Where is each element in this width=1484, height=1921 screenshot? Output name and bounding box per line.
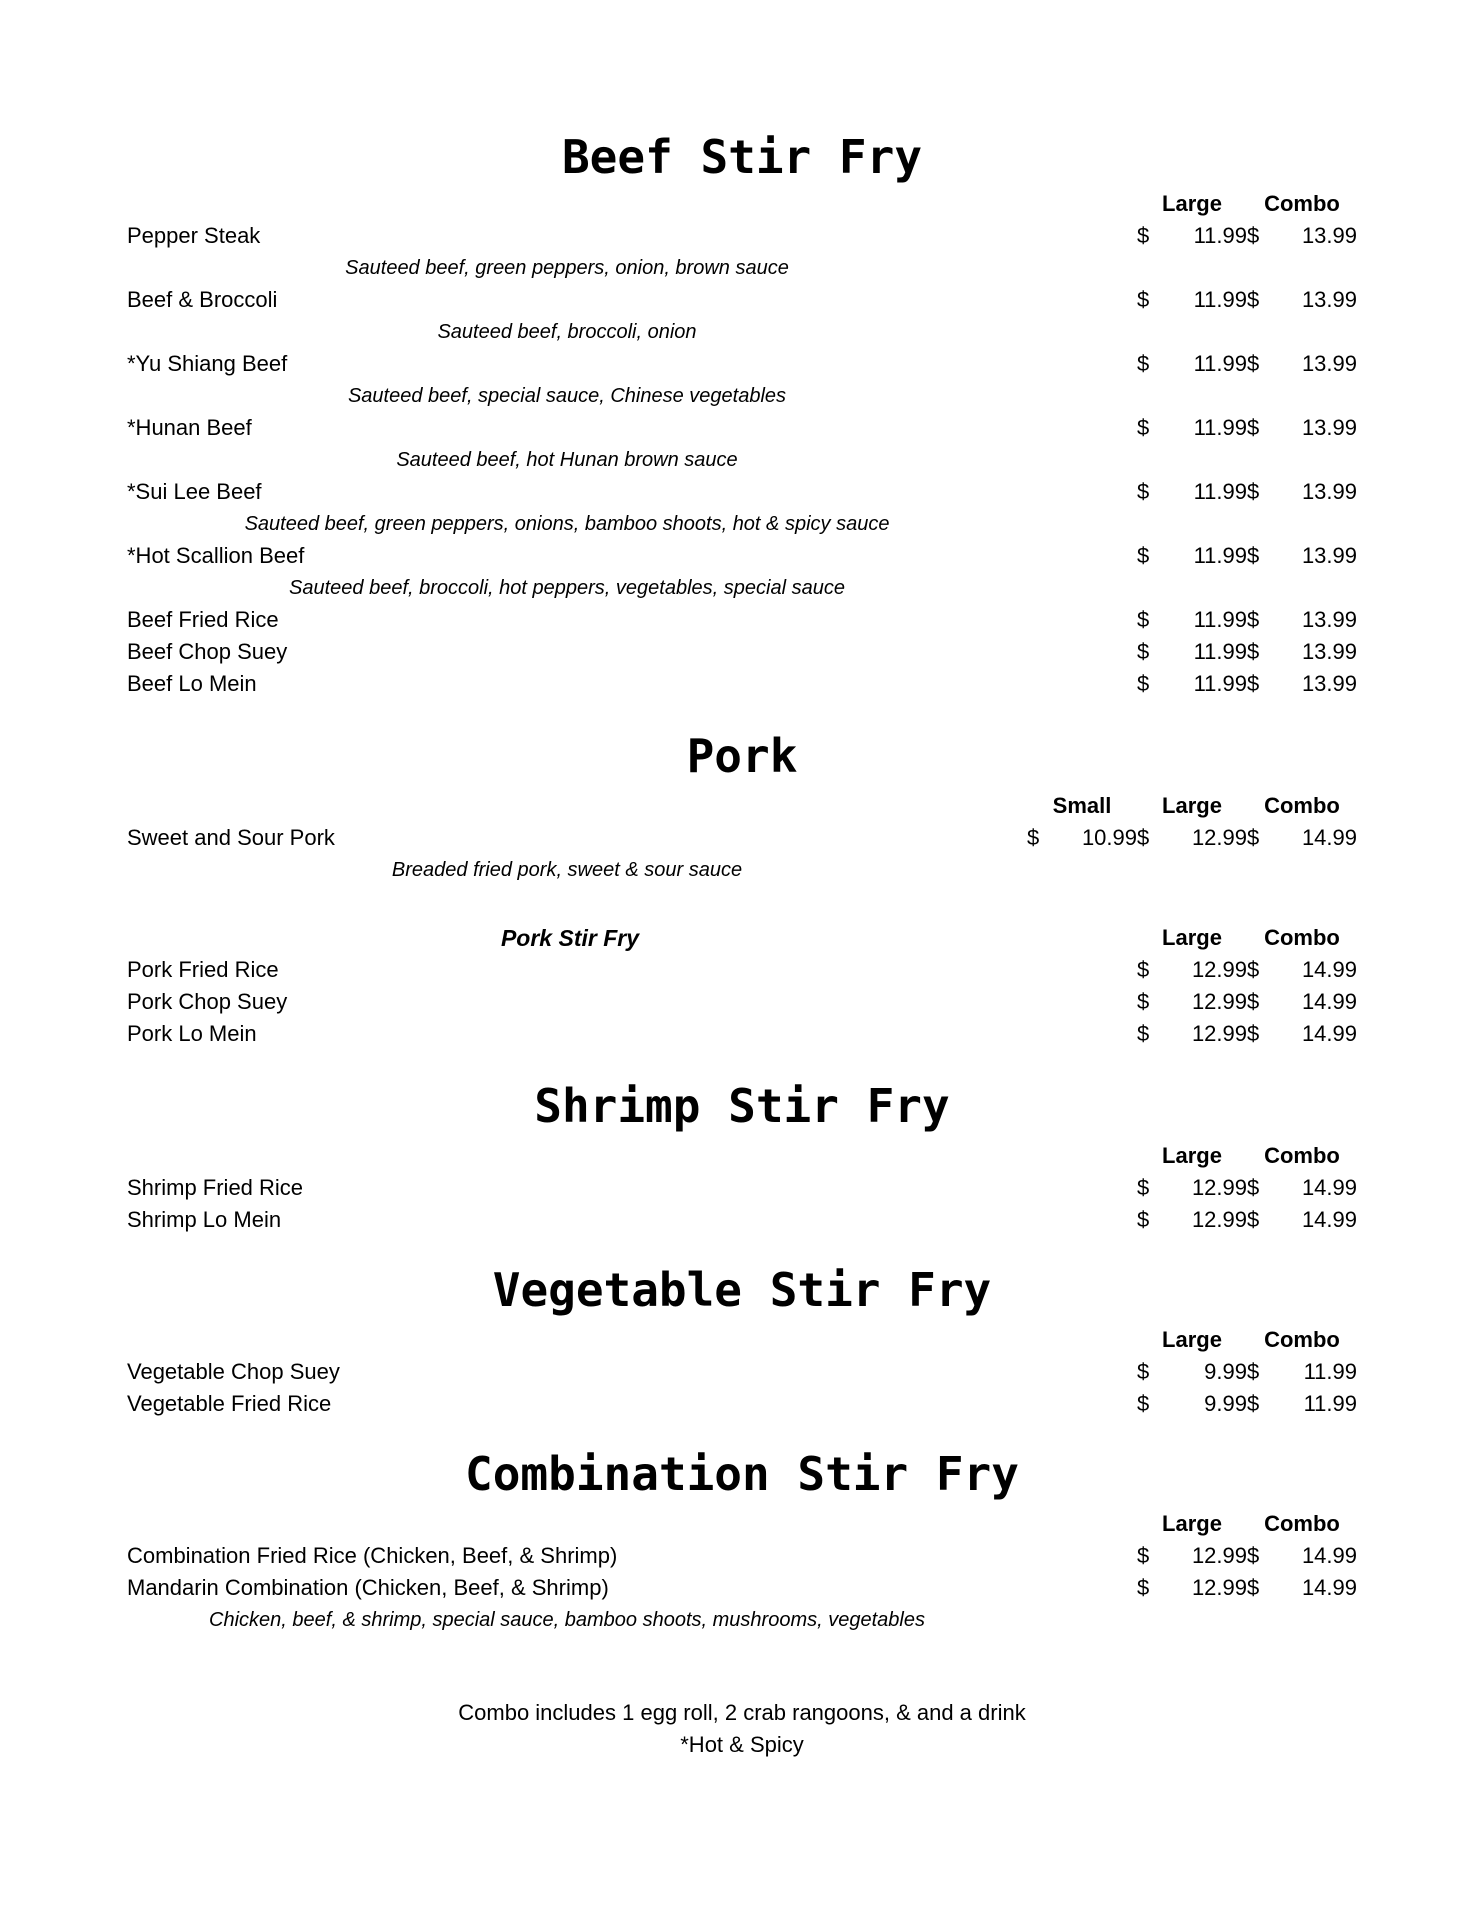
price-amount: 14.99 <box>1301 957 1357 982</box>
currency-symbol: $ <box>1247 1175 1260 1200</box>
price-amount: 14.99 <box>1301 1175 1357 1200</box>
price-amount: 13.99 <box>1301 607 1357 632</box>
menu-item-name: *Hunan Beef <box>127 415 252 440</box>
currency-symbol: $ <box>1027 825 1040 850</box>
currency-symbol: $ <box>1137 479 1150 504</box>
column-header: Combo <box>1264 793 1340 818</box>
currency-symbol: $ <box>1247 1543 1260 1568</box>
currency-symbol: $ <box>1247 223 1260 248</box>
currency-symbol: $ <box>1247 351 1260 376</box>
price-amount: 13.99 <box>1301 287 1357 312</box>
price-amount: 13.99 <box>1301 223 1357 248</box>
column-header: Large <box>1162 925 1222 950</box>
price-amount: 14.99 <box>1301 1575 1357 1600</box>
currency-symbol: $ <box>1247 825 1260 850</box>
price-amount: 12.99 <box>1191 989 1247 1014</box>
section-title: Pork <box>686 729 798 783</box>
currency-symbol: $ <box>1137 957 1150 982</box>
menu-item-description: Sauteed beef, hot Hunan brown sauce <box>396 449 738 471</box>
price-amount: 13.99 <box>1301 639 1357 664</box>
menu-item-name: Beef Fried Rice <box>127 607 279 632</box>
section-title: Beef Stir Fry <box>561 130 923 184</box>
column-header: Combo <box>1264 1143 1340 1168</box>
currency-symbol: $ <box>1137 1021 1150 1046</box>
currency-symbol: $ <box>1247 287 1260 312</box>
menu-item-name: Shrimp Fried Rice <box>127 1175 304 1200</box>
price-amount: 13.99 <box>1301 415 1357 440</box>
currency-symbol: $ <box>1137 287 1150 312</box>
price-amount: 13.99 <box>1301 351 1357 376</box>
currency-symbol: $ <box>1137 1175 1150 1200</box>
menu-item-description: Sauteed beef, broccoli, onion <box>437 321 697 343</box>
column-header: Large <box>1162 1143 1222 1168</box>
currency-symbol: $ <box>1137 415 1150 440</box>
currency-symbol: $ <box>1137 1543 1150 1568</box>
price-amount: 11.99 <box>1193 607 1247 632</box>
column-header: Combo <box>1264 1511 1340 1536</box>
currency-symbol: $ <box>1137 671 1150 696</box>
menu-item-name: Vegetable Fried Rice <box>127 1391 332 1416</box>
menu-item-name: Pork Lo Mein <box>127 1021 257 1046</box>
price-amount: 12.99 <box>1191 1207 1247 1232</box>
price-amount: 11.99 <box>1193 671 1247 696</box>
currency-symbol: $ <box>1137 989 1150 1014</box>
price-amount: 11.99 <box>1303 1391 1357 1416</box>
column-header: Large <box>1162 1327 1222 1352</box>
menu-item-description: Chicken, beef, & shrimp, special sauce, bamboo shoots, mushrooms, vegetables <box>209 1609 925 1631</box>
column-header: Large <box>1162 1511 1222 1536</box>
price-amount: 11.99 <box>1193 639 1247 664</box>
menu-item-name: Pork Chop Suey <box>127 989 288 1014</box>
currency-symbol: $ <box>1137 351 1150 376</box>
price-amount: 11.99 <box>1193 479 1247 504</box>
price-amount: 14.99 <box>1301 989 1357 1014</box>
price-amount: 13.99 <box>1301 479 1357 504</box>
menu-item-description: Sauteed beef, broccoli, hot peppers, vegetables, special sauce <box>289 577 845 599</box>
price-amount: 11.99 <box>1193 351 1247 376</box>
menu-item-name: *Sui Lee Beef <box>127 479 262 504</box>
column-header: Combo <box>1264 1327 1340 1352</box>
menu-item-description: Breaded fried pork, sweet & sour sauce <box>391 859 743 881</box>
price-amount: 9.99 <box>1204 1359 1247 1384</box>
currency-symbol: $ <box>1247 639 1260 664</box>
column-header: Small <box>1052 793 1112 818</box>
price-amount: 12.99 <box>1191 1021 1247 1046</box>
price-amount: 9.99 <box>1204 1391 1247 1416</box>
price-amount: 14.99 <box>1301 825 1357 850</box>
currency-symbol: $ <box>1137 1391 1150 1416</box>
currency-symbol: $ <box>1247 479 1260 504</box>
price-amount: 11.99 <box>1193 415 1247 440</box>
menu-item-name: *Yu Shiang Beef <box>127 351 288 376</box>
currency-symbol: $ <box>1247 607 1260 632</box>
menu-item-name: Pepper Steak <box>127 223 261 248</box>
currency-symbol: $ <box>1247 1391 1260 1416</box>
currency-symbol: $ <box>1247 1359 1260 1384</box>
footer-hot-spicy-note: *Hot & Spicy <box>680 1732 804 1757</box>
footer-combo-note: Combo includes 1 egg roll, 2 crab rangoons, & and a drink <box>458 1700 1026 1725</box>
price-amount: 11.99 <box>1193 543 1247 568</box>
column-header: Combo <box>1264 925 1340 950</box>
menu-item-name: Mandarin Combination (Chicken, Beef, & Shrimp) <box>127 1575 609 1600</box>
currency-symbol: $ <box>1137 1359 1150 1384</box>
price-amount: 13.99 <box>1301 671 1357 696</box>
currency-symbol: $ <box>1247 989 1260 1014</box>
currency-symbol: $ <box>1247 671 1260 696</box>
price-amount: 14.99 <box>1301 1207 1357 1232</box>
price-amount: 14.99 <box>1301 1543 1357 1568</box>
currency-symbol: $ <box>1247 957 1260 982</box>
section-title: Vegetable Stir Fry <box>492 1263 992 1317</box>
currency-symbol: $ <box>1247 1207 1260 1232</box>
subsection-title: Pork Stir Fry <box>500 925 640 951</box>
menu-item-name: Combination Fried Rice (Chicken, Beef, & Shrimp) <box>127 1543 618 1568</box>
currency-symbol: $ <box>1137 223 1150 248</box>
price-amount: 14.99 <box>1301 1021 1357 1046</box>
menu-item-name: Vegetable Chop Suey <box>127 1359 340 1384</box>
currency-symbol: $ <box>1247 543 1260 568</box>
currency-symbol: $ <box>1137 607 1150 632</box>
price-amount: 12.99 <box>1191 957 1247 982</box>
currency-symbol: $ <box>1137 1575 1150 1600</box>
price-amount: 12.99 <box>1191 825 1247 850</box>
price-amount: 12.99 <box>1191 1543 1247 1568</box>
section-title: Shrimp Stir Fry <box>534 1079 950 1133</box>
menu-item-description: Sauteed beef, green peppers, onion, brown sauce <box>345 257 789 279</box>
menu-item-name: Beef Lo Mein <box>127 671 257 696</box>
menu-item-name: Pork Fried Rice <box>127 957 279 982</box>
menu-item-name: Shrimp Lo Mein <box>127 1207 282 1232</box>
column-header: Large <box>1162 191 1222 216</box>
menu-item-name: Beef Chop Suey <box>127 639 288 664</box>
currency-symbol: $ <box>1137 825 1150 850</box>
column-header: Large <box>1162 793 1222 818</box>
price-amount: 11.99 <box>1193 223 1247 248</box>
menu-item-name: Beef & Broccoli <box>127 287 278 312</box>
price-amount: 12.99 <box>1191 1575 1247 1600</box>
currency-symbol: $ <box>1247 1021 1260 1046</box>
currency-symbol: $ <box>1137 1207 1150 1232</box>
price-amount: 13.99 <box>1301 543 1357 568</box>
currency-symbol: $ <box>1137 639 1150 664</box>
section-title: Combination Stir Fry <box>465 1447 1019 1501</box>
currency-symbol: $ <box>1247 1575 1260 1600</box>
menu-item-name: Sweet and Sour Pork <box>127 825 335 850</box>
menu-item-description: Sauteed beef, special sauce, Chinese vegetables <box>347 385 787 407</box>
currency-symbol: $ <box>1137 543 1150 568</box>
price-amount: 11.99 <box>1303 1359 1357 1384</box>
currency-symbol: $ <box>1247 415 1260 440</box>
menu-item-description: Sauteed beef, green peppers, onions, bamboo shoots, hot & spicy sauce <box>244 513 890 535</box>
column-header: Combo <box>1264 191 1340 216</box>
menu-item-name: *Hot Scallion Beef <box>127 543 305 568</box>
price-amount: 11.99 <box>1193 287 1247 312</box>
price-amount: 12.99 <box>1191 1175 1247 1200</box>
price-amount: 10.99 <box>1081 825 1137 850</box>
